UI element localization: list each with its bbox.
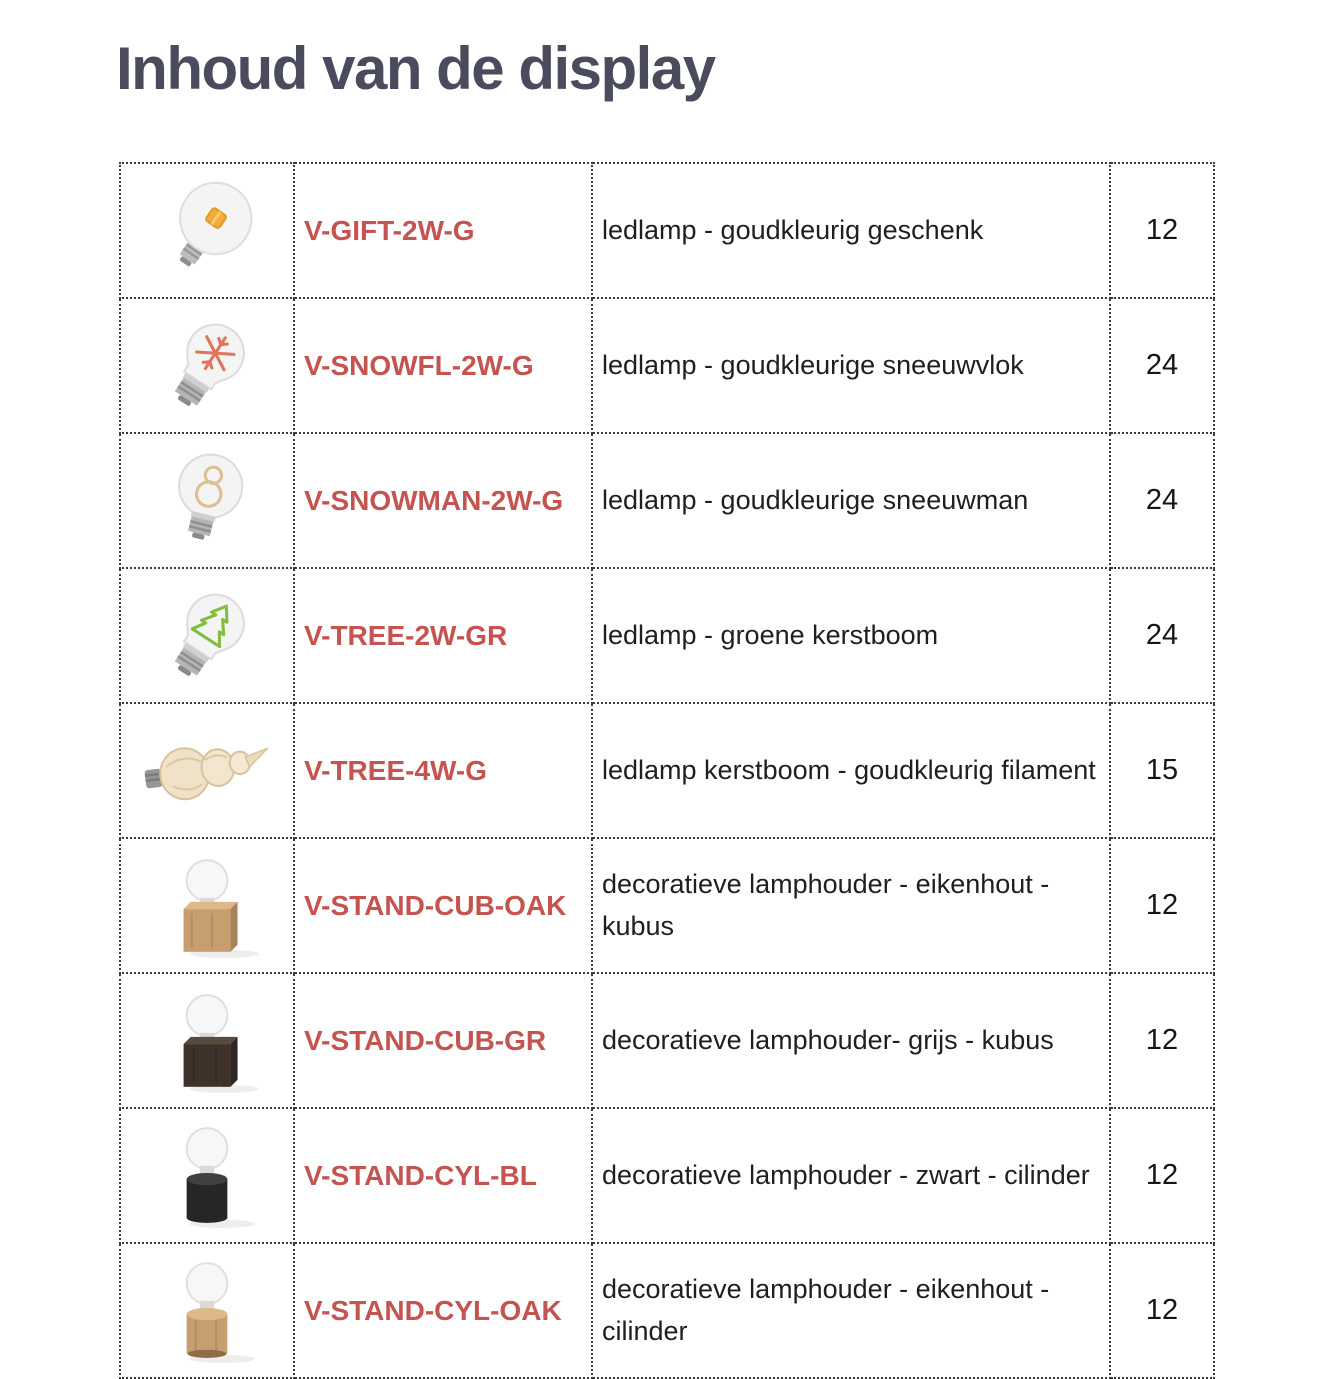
product-code: V-SNOWFL-2W-G [294,298,592,433]
product-description: ledlamp - groene kerstboom [592,568,1110,703]
product-image-cell [120,163,294,298]
product-code: V-TREE-4W-G [294,703,592,838]
gift-bulb-image [127,175,287,287]
grey-cube-stand-image [127,985,287,1097]
product-quantity: 12 [1110,163,1214,298]
product-image-cell [120,568,294,703]
product-image-cell [120,703,294,838]
table-row [120,298,1214,433]
product-code: V-GIFT-2W-G [294,163,592,298]
product-description: ledlamp kerstboom - goudkleurig filament [592,703,1110,838]
table-row [120,973,1214,1108]
product-code: V-STAND-CUB-GR [294,973,592,1108]
product-image-cell [120,973,294,1108]
product-image-cell [120,1243,294,1378]
oak-cylinder-stand-image [127,1255,287,1367]
black-cylinder-stand-image [127,1120,287,1232]
product-description: decoratieve lamphouder - eikenhout - kubus [592,838,1110,973]
table-row [120,1243,1214,1378]
product-quantity: 24 [1110,568,1214,703]
product-image-cell [120,838,294,973]
table-row [120,703,1214,838]
display-contents-table [119,162,1215,1379]
product-description: ledlamp - goudkleurige sneeuwman [592,433,1110,568]
table-row [120,568,1214,703]
product-description: decoratieve lamphouder - eikenhout - cilinder [592,1243,1110,1378]
product-code: V-STAND-CUB-OAK [294,838,592,973]
product-quantity: 12 [1110,973,1214,1108]
snowflake-bulb-image [127,310,287,422]
product-image-cell [120,1108,294,1243]
product-quantity: 12 [1110,1108,1214,1243]
product-description: ledlamp - goudkleurig geschenk [592,163,1110,298]
product-image-cell [120,433,294,568]
table-row [120,433,1214,568]
product-quantity: 24 [1110,298,1214,433]
table-row [120,163,1214,298]
page-title: Inhoud van de display [116,35,715,102]
product-description: decoratieve lamphouder - zwart - cilinder [592,1108,1110,1243]
product-code: V-TREE-2W-GR [294,568,592,703]
gold-tree-lamp-image [127,715,287,827]
product-code: V-STAND-CYL-BL [294,1108,592,1243]
product-quantity: 12 [1110,838,1214,973]
product-description: decoratieve lamphouder- grijs - kubus [592,973,1110,1108]
product-code: V-STAND-CYL-OAK [294,1243,592,1378]
product-image-cell [120,298,294,433]
table-row [120,1108,1214,1243]
oak-cube-stand-image [127,850,287,962]
green-tree-bulb-image [127,580,287,692]
snowman-bulb-image [127,445,287,557]
product-quantity: 24 [1110,433,1214,568]
table-row [120,838,1214,973]
product-code: V-SNOWMAN-2W-G [294,433,592,568]
product-description: ledlamp - goudkleurige sneeuwvlok [592,298,1110,433]
product-quantity: 12 [1110,1243,1214,1378]
product-quantity: 15 [1110,703,1214,838]
